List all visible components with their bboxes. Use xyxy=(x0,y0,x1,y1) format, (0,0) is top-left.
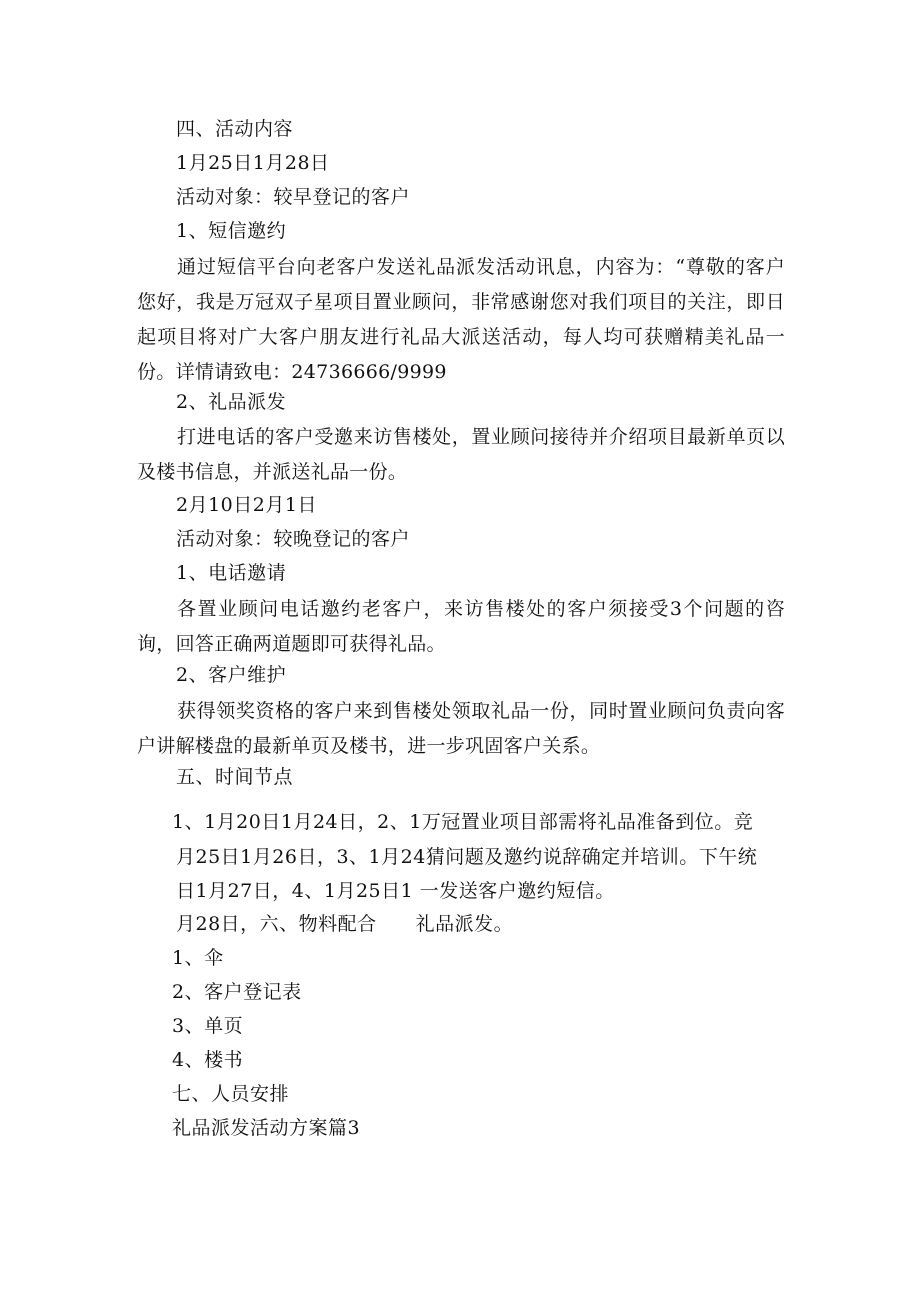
phase2-item2-text: 获得领奖资格的客户来到售楼处领取礼品一份，同时置业顾问负责向客户讲解楼盘的最新单页及楼书，进一步巩固客户关系。 xyxy=(137,700,785,757)
timeline-line: 月28日，六、物料配合 礼品派发。 xyxy=(176,913,514,935)
timeline-line: 1、1月20日1月24日，2、1万冠置业项目部需将礼品准备到位。竞 xyxy=(172,811,754,833)
phase1-item2-text: 打进电话的客户受邀来访售楼处，置业顾问接待并介绍项目最新单页以及楼书信息，并派送礼品一份。 xyxy=(137,426,785,483)
section-heading: 七、人员安排 xyxy=(172,1083,290,1105)
next-article-title: 礼品派发活动方案篇3 xyxy=(172,1117,361,1139)
phase2-item1-title: 1、电话邀请 xyxy=(176,562,287,584)
section-heading: 五、时间节点 xyxy=(176,766,294,788)
phase2-target: 活动对象：较晚登记的客户 xyxy=(176,528,411,550)
material-item: 2、客户登记表 xyxy=(172,981,302,1003)
material-item: 4、楼书 xyxy=(172,1049,244,1071)
phase2-item1-text: 各置业顾问电话邀约老客户，来访售楼处的客户须接受3个问题的咨询，回答正确两道题即可获得礼品。 xyxy=(137,598,785,655)
phase1-item1-title: 1、短信邀约 xyxy=(176,220,287,242)
material-item: 3、单页 xyxy=(172,1015,244,1037)
phase1-item1-text: 通过短信平台向老客户发送礼品派发活动讯息，内容为：“尊敬的客户您好，我是万冠双子星项目置业顾问，非常感谢您对我们项目的关注，即日起项目将对广大客户朋友进行礼品大派送活动，每人均可获赠精美礼品一份。详情请致电：24736666/9999 xyxy=(137,256,785,383)
timeline-line: 月25日1月26日，3、1月24猜问题及邀约说辞确定并培训。下午统 xyxy=(176,846,758,868)
phase2-date: 2月10日2月1日 xyxy=(176,494,317,516)
phase2-item2-title: 2、客户维护 xyxy=(176,664,287,686)
section-heading: 四、活动内容 xyxy=(176,118,294,140)
timeline-line: 日1月27日，4、1月25日1 一发送客户邀约短信。 xyxy=(176,880,615,902)
material-item: 1、伞 xyxy=(172,947,224,969)
phase1-item2-title: 2、礼品派发 xyxy=(176,391,287,413)
phase1-target: 活动对象：较早登记的客户 xyxy=(176,186,411,208)
phase1-date: 1月25日1月28日 xyxy=(176,152,330,174)
